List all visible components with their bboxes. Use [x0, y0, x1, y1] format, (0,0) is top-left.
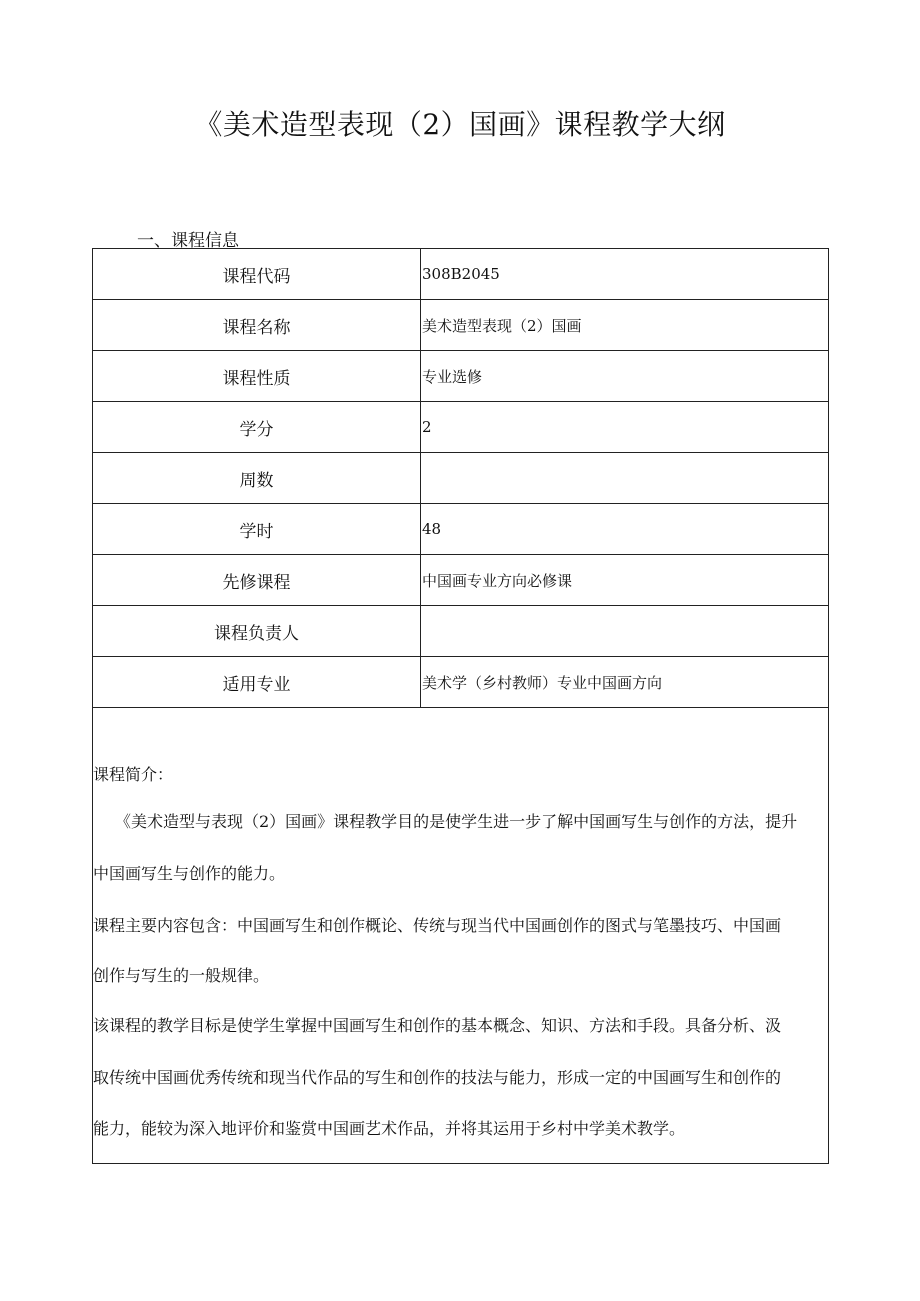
course-intro-box	[92, 708, 829, 1164]
row-label: 课程性质	[93, 351, 421, 402]
row-label: 先修课程	[93, 555, 421, 606]
intro-paragraph-line: 该课程的教学目标是使学生掌握中国画写生和创作的基本概念、知识、方法和手段。具备分析、汲	[93, 1016, 782, 1035]
row-label: 周数	[93, 453, 421, 504]
section-heading-course-info: 一、课程信息	[137, 231, 239, 251]
table-row	[93, 351, 829, 402]
row-value: 48	[421, 504, 829, 555]
row-value: 美术学（乡村教师）专业中国画方向	[421, 657, 829, 708]
intro-paragraph-line: 《美术造型与表现（2）国画》课程教学目的是使学生进一步了解中国画写生与创作的方法，提升	[115, 812, 798, 831]
row-label: 课程代码	[93, 249, 421, 300]
row-label: 适用专业	[93, 657, 421, 708]
intro-paragraph-line: 能力，能较为深入地评价和鉴赏中国画艺术作品，并将其运用于乡村中学美术教学。	[93, 1119, 686, 1138]
intro-paragraph-line: 中国画写生与创作的能力。	[93, 864, 286, 883]
row-label: 学分	[93, 402, 421, 453]
table-row	[93, 555, 829, 606]
row-label: 课程负责人	[93, 606, 421, 657]
row-value	[421, 453, 829, 504]
row-label: 学时	[93, 504, 421, 555]
row-value: 308B2045	[421, 249, 829, 300]
table-row	[93, 300, 829, 351]
intro-paragraph-line: 创作与写生的一般规律。	[93, 966, 270, 985]
row-value: 中国画专业方向必修课	[421, 555, 829, 606]
document-title: 《美术造型表现（2）国画》课程教学大纲	[194, 108, 726, 141]
table-row	[93, 657, 829, 708]
table-row	[93, 606, 829, 657]
row-value: 美术造型表现（2）国画	[421, 300, 829, 351]
row-value	[421, 606, 829, 657]
table-row	[93, 249, 829, 300]
course-info-table	[92, 248, 829, 708]
row-value: 专业选修	[421, 351, 829, 402]
intro-paragraph-line: 取传统中国画优秀传统和现当代作品的写生和创作的技法与能力，形成一定的中国画写生和创作的	[93, 1068, 782, 1087]
table-row	[93, 504, 829, 555]
table-row	[93, 402, 829, 453]
row-value: 2	[421, 402, 829, 453]
row-label: 课程名称	[93, 300, 421, 351]
table-row	[93, 453, 829, 504]
intro-label: 课程简介：	[93, 765, 174, 784]
intro-paragraph-line: 课程主要内容包含：中国画写生和创作概论、传统与现当代中国画创作的图式与笔墨技巧、中国画	[93, 916, 782, 935]
